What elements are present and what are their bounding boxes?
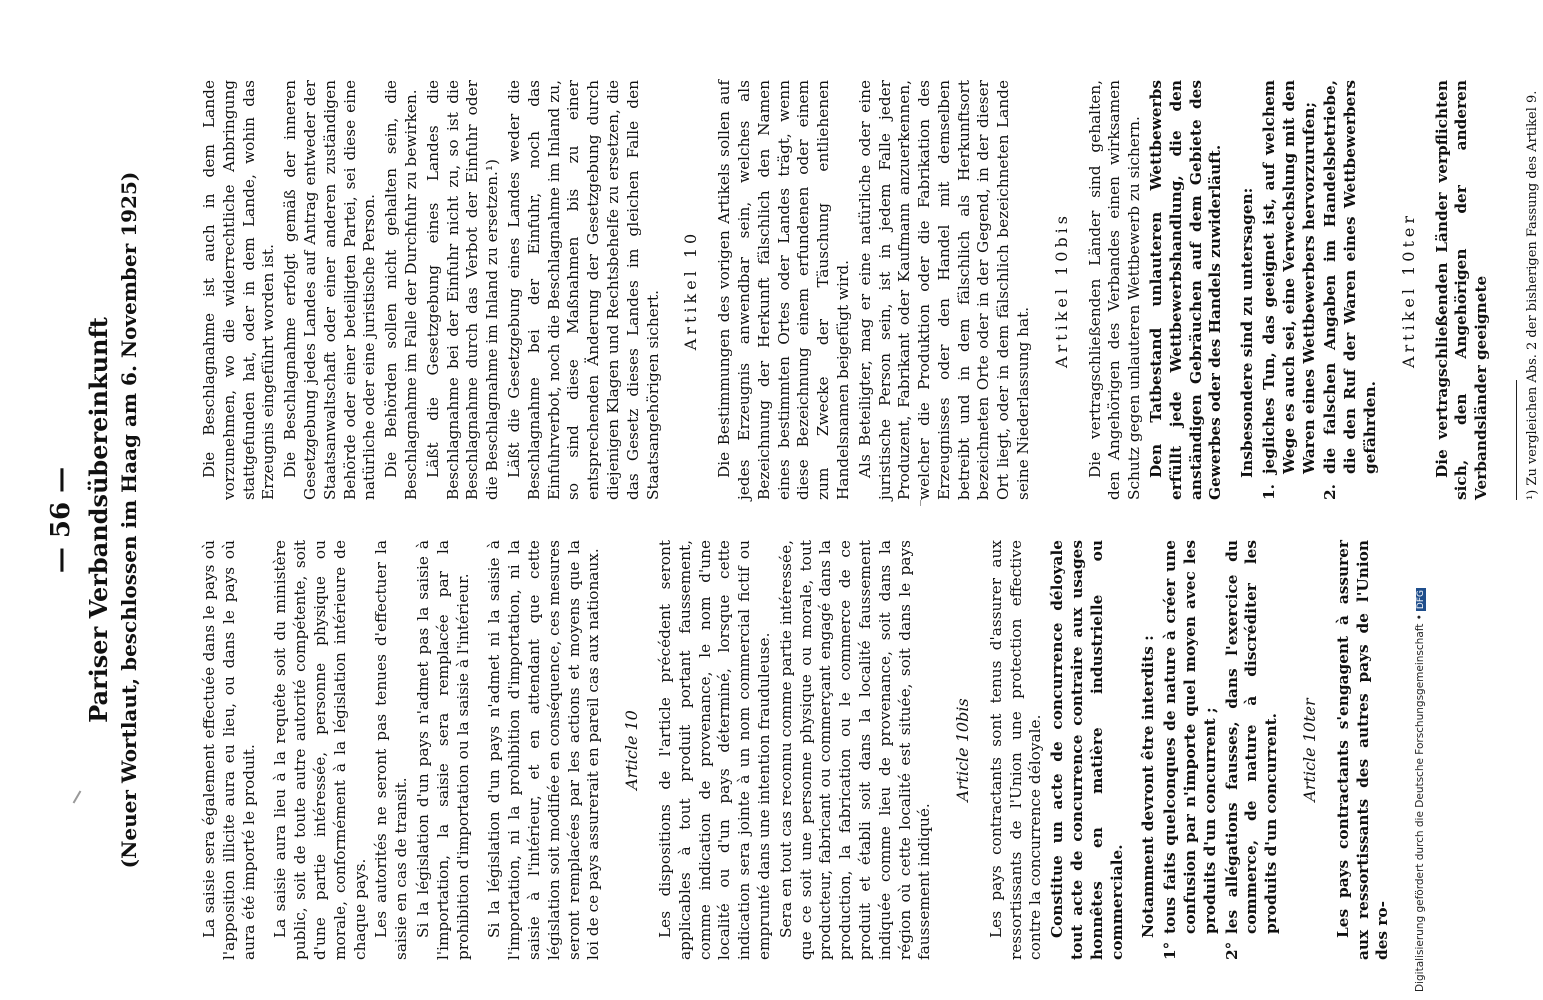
page-number: — 56 — (46, 466, 76, 574)
de-paragraph: Den Tatbestand unlauteren Wettbewerbs erfüllt jede Wettbewerbshandlung, die den anständigen Gebräuchen auf dem Gebiete des Gewerbes oder des Handels zuwiderläuft. (1147, 80, 1225, 500)
list-item (1321, 80, 1380, 500)
dfg-badge: DFG (1416, 589, 1426, 610)
fr-paragraph: Les pays contractants s'engagent à assurer aux ressortissants des autres pays de l'Union des ro- (1333, 540, 1392, 960)
page-subtitle: (Neuer Wortlaut, beschlossen im Haag am 6. November 1925) (117, 171, 141, 869)
scan-speck (920, 500, 921, 506)
fr-paragraph: Les pays contractants sont tenus d'assurer aux ressortissants de l'Union une protection effective contre la concurrence déloyale. (986, 540, 1045, 960)
fr-paragraph: Notamment devront être interdits : (1139, 635, 1158, 938)
fr-paragraph: Si la législation d'un pays n'admet pas la saisie à l'importation, la saisie sera remplacée par la prohibition d'importation ou la saisie à l'intérieur. (413, 540, 472, 960)
fr-paragraph: Les autorités ne seront pas tenues d'effectuer la saisie en cas de transit. (372, 540, 411, 960)
de-article-10bis-heading: Artikel 10bis (1051, 211, 1071, 369)
page-title: Pariser Verbandsübereinkunft (84, 317, 113, 723)
german-column (200, 80, 1541, 500)
list-item (1161, 540, 1220, 960)
list-number: 1° (1161, 941, 1180, 960)
de-paragraph: Die vertragschließenden Länder sind gehalten, den Angehörigen des Verbandes einen wirksamen Schutz gegen unlauteren Wettbewerb zu sichern. (1085, 80, 1144, 500)
de-paragraph: Die Behörden sollen nicht gehalten sein, die Beschlagnahme im Falle der Durchfuhr zu bewirken. (382, 80, 420, 500)
de-paragraph: Die vertragschließenden Länder verpflichten sich, den Angehörigen der anderen Verbandsländer geeignete (1432, 80, 1491, 500)
fr-prohibited-list (1161, 540, 1282, 960)
footnote-divider (1516, 380, 1517, 500)
de-paragraph: Die Beschlagnahme ist auch in dem Lande vorzunehmen, wo die widerrechtliche Anbringung stattgefunden hat, oder in dem Lande, wohin das Erzeugnis eingeführt worden ist. (200, 80, 278, 500)
list-number: 1. (1260, 484, 1279, 500)
french-column (200, 540, 1392, 960)
digitization-text: Digitalisierung gefördert durch die Deutsche Forschungsgemeinschaft • (1414, 614, 1426, 992)
digitization-sidebar (1412, 0, 1434, 1000)
fr-paragraph: Si la législation d'un pays n'admet ni la saisie à l'importation, ni la prohibition d'importation, ni la saisie à l'intérieur, et en attendant que cette législation soit modifiée en conséquence, ces mesures seront remplacées par les actions et moyens que la loi de ce pays assurerait en pareil cas aux nationaux. (485, 540, 603, 960)
list-item (1260, 80, 1319, 500)
digitization-notice (1414, 588, 1426, 992)
list-text: jegliches Tun, das geeignet ist, auf welchem Wege es auch sei, eine Verwechslung mit den Waren eines Wettbewerbers hervorzurufen; (1260, 80, 1318, 474)
fr-article-10-heading: Article 10 (622, 710, 642, 790)
de-article-10ter-heading: Artikel 10ter (1398, 211, 1418, 369)
de-prohibited-list (1260, 80, 1381, 500)
page-header (40, 80, 190, 960)
de-paragraph: Läßt die Gesetzgebung eines Landes die Beschlagnahme bei der Einfuhr nicht zu, so ist die Beschlagnahme durch das Verbot der Einfuhr oder die Beschlagnahme im Inland zu ersetzen.¹) (423, 80, 502, 500)
list-item (1223, 540, 1282, 960)
de-paragraph: Die Bestimmungen des vorigen Artikels sollen auf jedes Erzeugnis anwendbar sein, welches als Bezeichnung der Herkunft fälschlich den Namen eines bestimmten Ortes oder Landes trägt, wenn diese Bezeichnung einem erfundenen oder einem zum Zwecke der Täuschung entliehenen Handelsnamen beigefügt wird. (715, 80, 852, 500)
fr-paragraph: La saisie sera également effectuée dans le pays où l'apposition illicite aura eu lieu, ou dans le pays où aura été importé le produit. (200, 540, 258, 960)
list-number: 2. (1321, 484, 1340, 500)
de-paragraph: Läßt die Gesetzgebung eines Landes weder die Beschlagnahme bei der Einfuhr, noch das Einfuhrverbot, noch die Beschlagnahme im Inland zu, so sind diese Maßnahmen bis zu einer entsprechenden Änderung der Gesetzgebung durch diejenigen Klagen und Rechtsbehelfe zu ersetzen, die das Gesetz dieses Landes im gleichen Falle den Staatsangehörigen sichert. (504, 80, 662, 500)
fr-paragraph: Les dispositions de l'article précédent seront applicables à tout produit portant faussement, comme indication de provenance, le nom d'une localité ou d'un pays déterminé, lorsque cette indication sera jointe à un nom commercial fictif ou emprunté dans une intention frauduleuse. (655, 540, 773, 960)
list-text: les allégations fausses, dans l'exercice du commerce, de nature à discréditer les produits d'un concurrent. (1222, 540, 1281, 934)
footnote: ¹) Zu vergleichen Abs. 2 der bisherigen Fassung des Artikel 9. (1525, 90, 1541, 500)
list-number: 2° (1222, 941, 1241, 960)
fr-paragraph: Constitue un acte de concurrence déloyale tout acte de concurrence contraire aux usages honnêtes en matière industrielle ou commerciale. (1048, 540, 1126, 960)
fr-paragraph: La saisie aura lieu à la requête soit du ministère public, soit de toute autre autorité compétente, soit d'une partie intéressée, personne physique ou morale, conformément à la législation intérieure de chaque pays. (271, 540, 369, 960)
list-text: die falschen Angaben im Handelsbetriebe, die den Ruf der Waren eines Wettbewerbers gefährden. (1321, 80, 1380, 474)
de-paragraph: Insbesondere sind zu untersagen: (1238, 187, 1257, 478)
de-paragraph: Als Beteiligter, mag er eine natürliche oder eine juristische Person sein, ist in jedem Falle jeder Produzent, Fabrikant oder Kaufmann anzuerkennen, welcher die Produktion oder die Fabrikation des Erzeugnisses oder den Handel mit demselben betreibt und in dem fälschlich als Herkunftsort bezeichneten Orte oder in der Gegend, in der dieser Ort liegt, oder in dem fälschlich bezeichneten Lande seine Niederlassung hat. (855, 80, 1033, 500)
de-article-10-heading: Artikel 10 (681, 229, 701, 351)
fr-article-10ter-heading: Article 10ter (1300, 698, 1320, 802)
list-text: tous faits quelconques de nature à créer une confusion par n'importe quel moyen avec les produits d'un concurrent ; (1161, 540, 1219, 934)
fr-article-10bis-heading: Article 10bis (953, 698, 973, 802)
de-paragraph: Die Beschlagnahme erfolgt gemäß der inneren Gesetzgebung jedes Landes auf Antrag entweder der Staatsanwaltschaft oder einer anderen zuständigen Behörde oder einer beteiligten Partei, sei diese eine natürliche oder eine juristische Person. (281, 80, 379, 500)
fr-paragraph: Sera en tout cas reconnu comme partie intéressée, que ce soit une personne physique ou morale, tout producteur, fabricant ou commerçant engagé dans la production, la fabrication ou le commerce de ce produit et établi soit dans la localité faussement indiquée comme lieu de provenance, soit dans la région où cette localité est située, soit dans le pays faussement indiqué. (776, 540, 934, 960)
